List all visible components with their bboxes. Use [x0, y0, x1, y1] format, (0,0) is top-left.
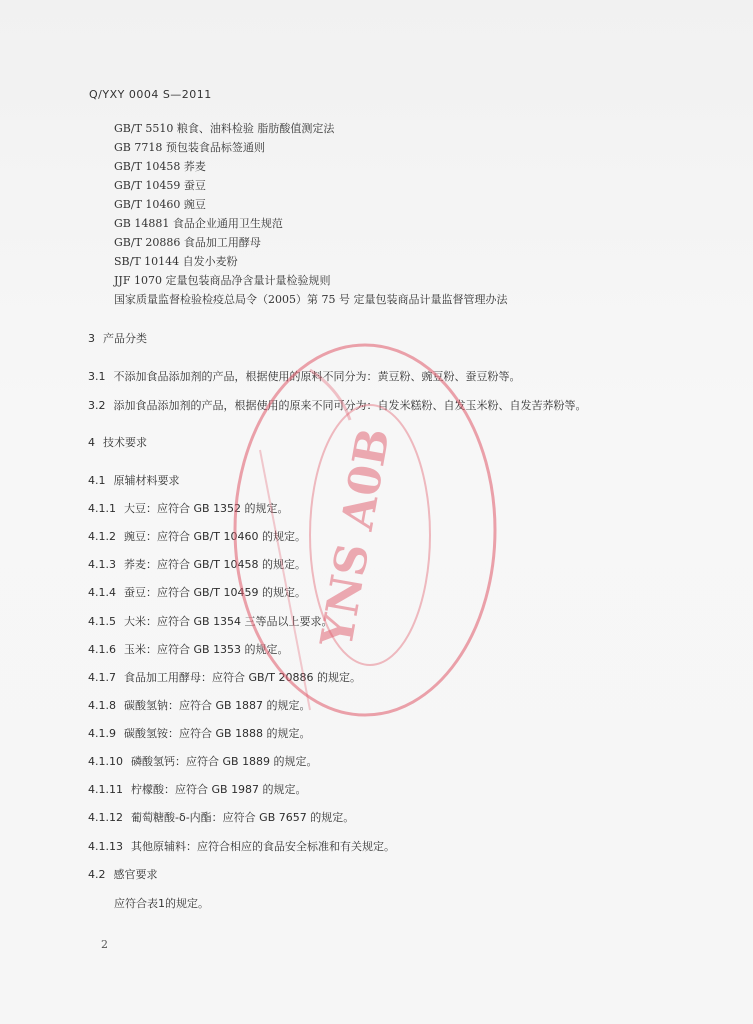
clause: 4.1.11 柠檬酸：应符合 GB 1987 的规定。: [88, 783, 307, 796]
clause: 4.1.9 碳酸氢铵：应符合 GB 1888 的规定。: [88, 727, 311, 740]
clause: 4.1.3 荞麦：应符合 GB/T 10458 的规定。: [88, 558, 306, 571]
clause: 4.1.12 葡萄糖酸-δ-内酯：应符合 GB 7657 的规定。: [88, 811, 355, 824]
clause: 4.1.2 豌豆：应符合 GB/T 10460 的规定。: [88, 530, 306, 543]
standard-code: Q/YXY 0004 S—2011: [89, 88, 212, 101]
clause: 4.1.4 蚕豆：应符合 GB/T 10459 的规定。: [88, 586, 306, 599]
clause: 4.1.5 大米：应符合 GB 1354 三等品以上要求。: [88, 615, 333, 628]
clause: 3.1 不添加食品添加剂的产品，根据使用的原料不同分为：黄豆粉、豌豆粉、蚕豆粉等。: [88, 370, 521, 383]
reference-item: GB 14881 食品企业通用卫生规范: [114, 217, 283, 230]
reference-item: SB/T 10144 自发小麦粉: [114, 255, 238, 268]
reference-item: GB/T 10460 豌豆: [114, 198, 206, 211]
clause: 3.2 添加食品添加剂的产品，根据使用的原来不同可分为：自发米糕粉、自发玉米粉、自发苦荞粉等。: [88, 399, 587, 412]
reference-item: GB/T 20886 食品加工用酵母: [114, 236, 261, 249]
subsection-heading: 4.1 原辅材料要求: [88, 474, 180, 487]
reference-item: GB/T 10459 蚕豆: [114, 179, 206, 192]
note-text: 应符合表1的规定。: [114, 897, 209, 910]
reference-item: JJF 1070 定量包装商品净含量计量检验规则: [114, 274, 331, 287]
clause: 4.1.8 碳酸氢钠：应符合 GB 1887 的规定。: [88, 699, 311, 712]
page-number: 2: [101, 938, 108, 951]
clause: 4.1.7 食品加工用酵母：应符合 GB/T 20886 的规定。: [88, 671, 361, 684]
seal-text: YNS A0B: [311, 424, 400, 651]
section-heading: 3 产品分类: [88, 332, 147, 345]
reference-item: 国家质量监督检验检疫总局令（2005）第 75 号 定量包装商品计量监督管理办法: [114, 293, 508, 306]
clause: 4.1.6 玉米：应符合 GB 1353 的规定。: [88, 643, 289, 656]
clause: 4.1.13 其他原辅料：应符合相应的食品安全标准和有关规定。: [88, 840, 395, 853]
subsection-heading: 4.2 感官要求: [88, 868, 158, 881]
reference-item: GB/T 5510 粮食、油料检验 脂肪酸值测定法: [114, 122, 335, 135]
clause: 4.1.1 大豆：应符合 GB 1352 的规定。: [88, 502, 289, 515]
reference-item: GB/T 10458 荞麦: [114, 160, 206, 173]
section-heading: 4 技术要求: [88, 436, 147, 449]
clause: 4.1.10 磷酸氢钙：应符合 GB 1889 的规定。: [88, 755, 318, 768]
reference-item: GB 7718 预包装食品标签通则: [114, 141, 265, 154]
